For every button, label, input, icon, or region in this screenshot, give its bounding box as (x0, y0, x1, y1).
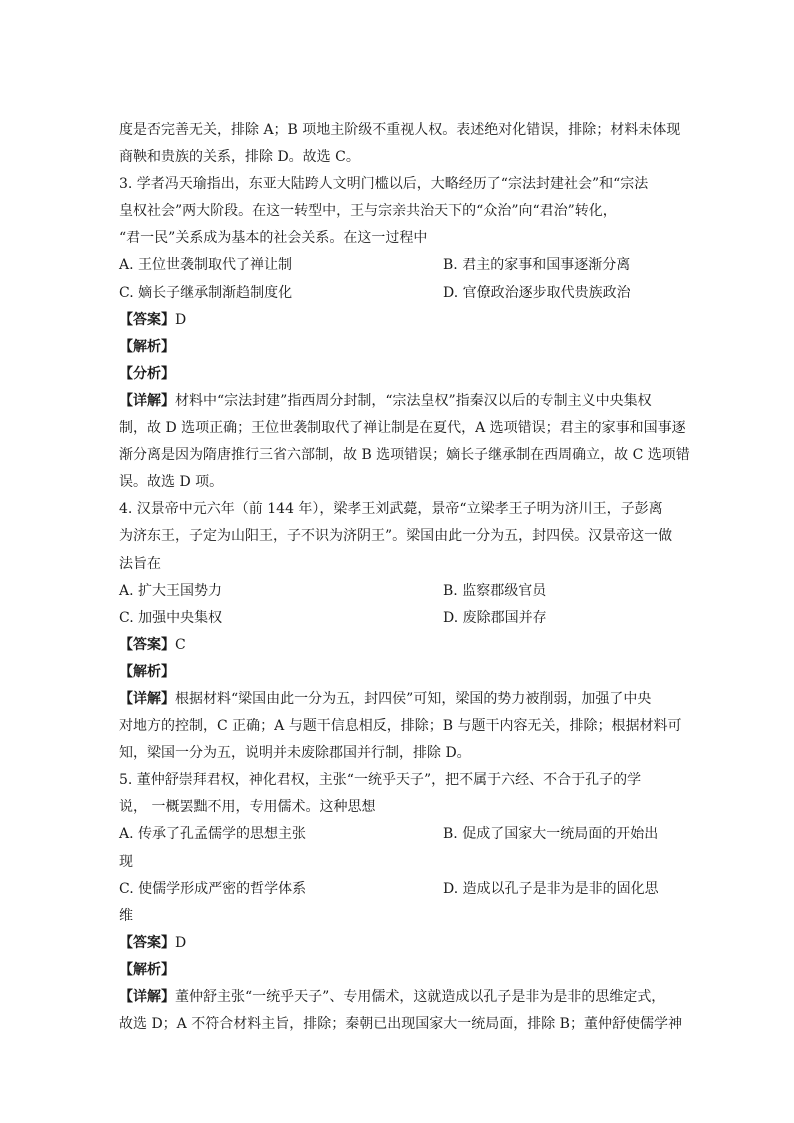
question-5-detail: 故选 D；A 不符合材料主旨，排除；秦朝已出现国家大一统局面，排除 B；董仲舒使儒学神 (119, 1016, 682, 1033)
answer-tag: 【答案】 (119, 934, 175, 951)
question-4-answer (119, 632, 679, 659)
question-3-detail (119, 388, 679, 415)
question-4-stem: 为济东王，子定为山阳王，子不识为济阴王”。梁国由此一分为五，封四侯。汉景帝这一做 (119, 528, 673, 545)
question-4-option-c: C. 加强中央集权 (119, 609, 223, 626)
question-5-option-b: B. 促成了国家大一统局面的开始出 (443, 826, 659, 843)
question-5-answer (119, 930, 679, 957)
question-4-stem: 法旨在 (119, 555, 161, 572)
question-3-options-row (119, 252, 679, 279)
question-3-detail: 制，故 D 选项正确；王位世袭制取代了禅让制是在夏代，A 选项错误；君主的家事和国事逐 (119, 420, 686, 437)
question-3-stem: 3. 学者冯天瑜指出，东亚大陆跨人文明门槛以后，大略经历了“宗法封建社会”和“宗法 (119, 176, 649, 193)
detail-tag: 【详解】 (119, 989, 175, 1005)
question-5-option-d: D. 造成以孔子是非为是非的固化思 (443, 880, 659, 897)
answer-value: D (175, 311, 187, 328)
answer-value: D (175, 934, 187, 951)
text-line: 度是否完善无关，排除 A；B 项地主阶级不重视人权。表述绝对化错误，排除；材料未体现 (119, 122, 681, 138)
question-3-options-row (119, 280, 679, 307)
question-4-option-a: A. 扩大王国势力 (119, 582, 223, 599)
answer-tag: 【答案】 (119, 636, 175, 653)
question-5-detail (119, 984, 679, 1011)
question-4-stem: 4. 汉景帝中元六年（前 144 年），梁孝王刘武薨，景帝“立梁孝王子明为济川王，子彭离 (119, 501, 663, 518)
question-4-option-d: D. 废除郡国并存 (443, 609, 547, 626)
text-line: 商鞅和贵族的关系，排除 D。故选 C。 (119, 149, 360, 166)
question-5-option-d-wrap: 维 (119, 907, 133, 924)
question-3-option-d: D. 官僚政治逐步取代贵族政治 (443, 284, 631, 301)
analysis-tag: 【解析】 (119, 338, 175, 355)
detail-text: 根据材料“梁国由此一分为五，封四侯”可知，梁国的势力被削弱，加强了中央 (175, 690, 652, 707)
question-3-stem: 皇权社会”两大阶段。在这一转型中，王与宗亲共治天下的“众治”向“君治”转化， (119, 203, 617, 220)
analysis-tag: 【解析】 (119, 663, 175, 680)
question-3-option-c: C. 嫡长子继承制渐趋制度化 (119, 284, 293, 301)
question-4-detail: 对地方的控制，C 正确；A 与题干信息相反，排除；B 与题干内容无关，排除；根据材料可 (119, 718, 682, 735)
question-3-option-b: B. 君主的家事和国事逐渐分离 (443, 257, 631, 274)
analysis-tag: 【解析】 (119, 961, 175, 978)
question-4-options-row (119, 605, 679, 632)
question-4-option-b: B. 监察郡级官员 (443, 582, 547, 599)
question-4-detail: 知，梁国一分为五，说明并未废除郡国并行制，排除 D。 (119, 745, 471, 762)
answer-value: C (175, 636, 186, 653)
document-page (119, 117, 690, 1038)
question-3-stem: “君一民”关系成为基本的社会关系。在这一过程中 (119, 230, 428, 247)
question-5-option-c: C. 使儒学形成严密的哲学体系 (119, 880, 307, 897)
question-3-answer (119, 307, 679, 334)
question-5-stem: 5. 董仲舒崇拜君权，神化君权，主张“一统乎天子”，把不属于六经、不合于孔子的学 (119, 772, 642, 789)
question-5-stem: 说， 一概罢黜不用，专用儒术。这种思想 (119, 799, 376, 816)
answer-tag: 【答案】 (119, 311, 175, 328)
question-5-options-row (119, 821, 679, 848)
question-4-detail (119, 686, 679, 713)
question-3-detail: 渐分离是因为隋唐推行三省六部制，故 B 选项错误；嫡长子继承制在西周确立，故 C 选项错 (119, 447, 690, 464)
detail-tag: 【详解】 (119, 392, 175, 409)
question-3-detail: 误。故选 D 项。 (119, 474, 224, 491)
question-5-option-b-wrap: 现 (119, 853, 133, 870)
question-4-options-row (119, 578, 679, 605)
detail-text: 董仲舒主张“一统乎天子”、专用儒术，这就造成以孔子是非为是非的思维定式， (175, 989, 666, 1005)
detail-text: 材料中“宗法封建”指西周分封制，“宗法皇权”指秦汉以后的专制主义中央集权 (175, 392, 652, 409)
question-5-option-a: A. 传承了孔孟儒学的思想主张 (119, 826, 307, 843)
question-5-options-row (119, 876, 679, 903)
detail-tag: 【详解】 (119, 690, 175, 707)
question-3-option-a: A. 王位世袭制取代了禅让制 (119, 257, 293, 274)
fenxi-tag: 【分析】 (119, 365, 175, 382)
